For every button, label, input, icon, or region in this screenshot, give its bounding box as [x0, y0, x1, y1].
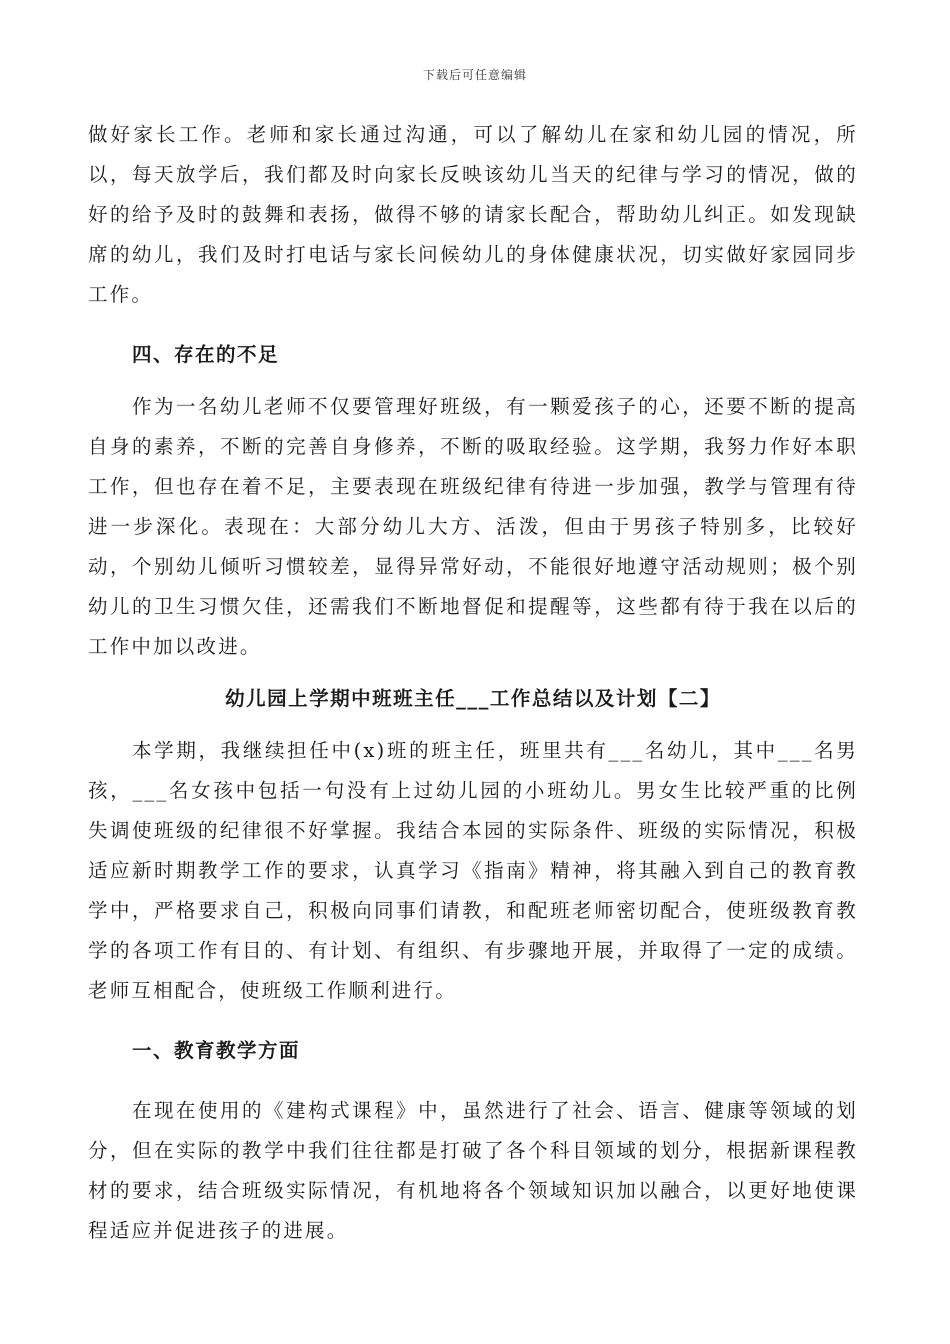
- section-4-heading: 四、存在的不足: [132, 343, 280, 366]
- header-note: 下载后可任意编辑: [422, 68, 527, 82]
- section-1-heading: 一、教育教学方面: [132, 1039, 301, 1062]
- section-4-body: 作为一名幼儿老师不仅要管理好班级，有一颗爱孩子的心，还要不断的提高自身的素养，不断的完善自身修养，不断的吸取经验。这学期，我努力作好本职工作，但也存在着不足，主要表现在班级纪律有待进一步加强，教学与管理有待进一步深化。表现在：大部分幼儿大方、活泼，但由于男孩子特别多，比较好动，个别幼儿倾听习惯较差，显得异常好动，不能很好地遵守活动规则；极个别幼儿的卫生习惯欠佳，还需我们不断地督促和提醒等，这些都有待于我在以后的工作中加以改进。: [88, 395, 858, 658]
- document-page: [88, 115, 858, 1251]
- intro-paragraph: 做好家长工作。老师和家长通过沟通，可以了解幼儿在家和幼儿园的情况，所以，每天放学后，我们都及时向家长反映该幼儿当天的纪律与学习的情况，做的好的给予及时的鼓舞和表扬，做得不够的请家长配合，帮助幼儿纠正。如发现缺席的幼儿，我们及时打电话与家长问候幼儿的身体健康状况，切实做好家园同步工作。: [88, 123, 858, 306]
- part-2-intro: 本学期，我继续担任中(x)班的班主任，班里共有___名幼儿，其中___名男孩，___名女孩中包括一句没有上过幼儿园的小班幼儿。男女生比较严重的比例失调使班级的纪律很不好掌握。我结合本园的实际条件、班级的实际情况，积极适应新时期教学工作的要求，认真学习《指南》精神，将其融入到自己的教育教学中，严格要求自己，积极向同事们请教，和配班老师密切配合，使班级教育教学的各项工作有目的、有计划、有组织、有步骤地开展，并取得了一定的成绩。老师互相配合，使班级工作顺利进行。: [88, 739, 858, 1002]
- part-2-title: 幼儿园上学期中班班主任___工作总结以及计划【二】: [225, 687, 721, 710]
- section-1-body: 在现在使用的《建构式课程》中，虽然进行了社会、语言、健康等领域的划分，但在实际的教学中我们往往都是打破了各个科目领域的划分，根据新课程教材的要求，结合班级实际情况，有机地将各个领域知识加以融合，以更好地使课程适应并促进孩子的进展。: [88, 1099, 858, 1242]
